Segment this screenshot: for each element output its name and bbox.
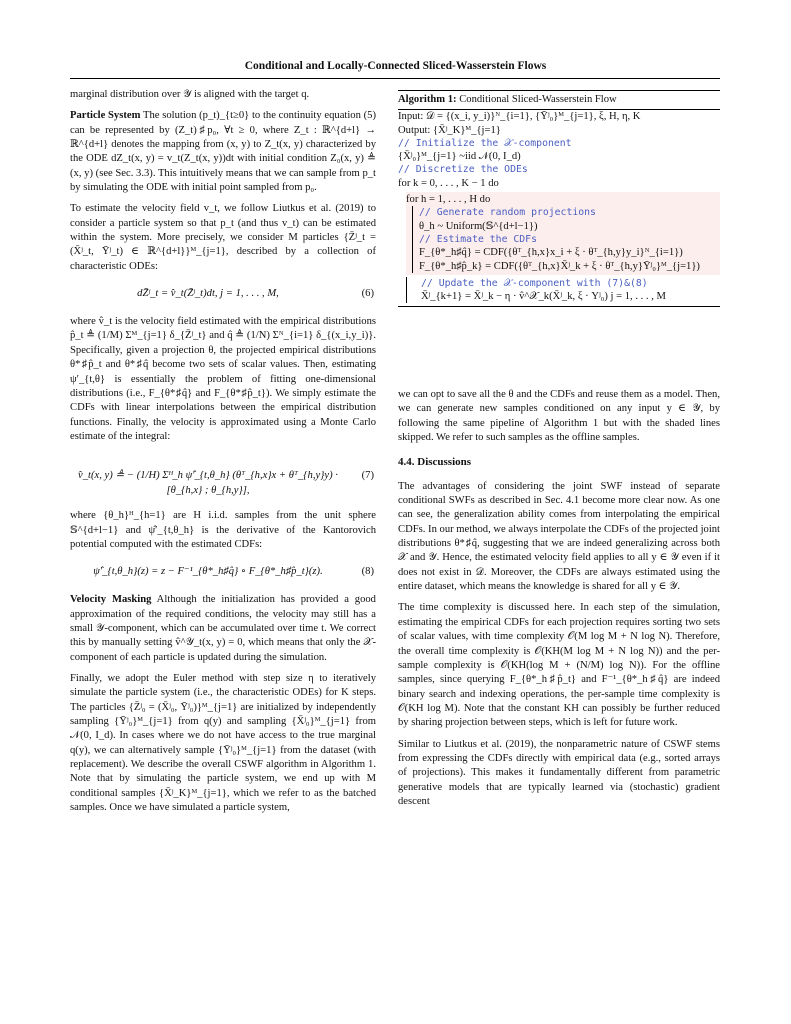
paragraph-velocity: To estimate the velocity field v_t, we follow Liutkus et al. (2019) to consider a particle system so that p_t (and thus v_t) can be estimated within the system. More precisely, we consider M particles {Z̄ʲ_t = (X̄ʲ_t, Ȳʲ_t) ∈ ℝ^{d+l}}ᴹ_{j=1}, described by a collection of characteristic ODEs: xyxy=(70,203,376,272)
algorithm-line-update: X̄ʲ_{k+1} = X̄ʲ_k − η · v̂^𝒳_k(X̄ʲ_k, ξ · Yʲ₀) j = 1, . . . , M xyxy=(421,291,666,303)
algorithm-comment-init: // Initialize the 𝒳-component xyxy=(398,137,572,149)
algorithm-name: Conditional Sliced-Wasserstein Flow xyxy=(459,94,617,105)
equation-8 xyxy=(70,559,376,587)
algorithm-update-block xyxy=(406,277,720,304)
algorithm-1 xyxy=(398,90,720,307)
paragraph-after-eq7: where {θ_h}ᴴ_{h=1} are H i.i.d. samples from the unit sphere 𝕊^{d+l−1} and ψ̂′_{t,θ_h} is the derivative of the Kantorovich potential computed with the estimated CDFs: xyxy=(70,510,376,550)
algorithm-line-for-h: for h = 1, . . . , H do xyxy=(406,194,491,206)
paragraph-euler: Finally, we adopt the Euler method with step size η to iteratively simulate the particle system (i.e., the characteristic ODEs) for K steps. The particles {Z̄ʲ₀ = (X̄ʲ₀, Ȳʲ₀)}ᴹ_{j=1} are initialized by independently sampling {Ȳʲ₀}ᴹ_{j=1} from q(y) and sampling {X̄ʲ₀}ᴹ_{j=1} from 𝒩(0, I_d). In cases where we do not have access to the true marginal q(y), we can alternatively sample {Ȳʲ₀}ᴹ_{j=1} from the dataset (with replacement). We describe the overall CSWF algorithm in Algorithm 1. Note that by simulating the particle system, we end up with M conditional samples {X̄ʲ_K}ᴹ_{j=1}, which we refer to as the batched samples. Once we have simulated a particle system, xyxy=(70,672,376,814)
velocity-masking-text: Although the initialization has provided a good approximation of the required conditions, the velocity may still has a small 𝒴-component, which can be accumulated over time t. We correct this by manually setting v̂^𝒴_t(x, y) = 0, which means that only the 𝒳-component of each particle is updated during the simulation. xyxy=(70,594,376,663)
right-column xyxy=(398,388,720,816)
equation-8-body: ψ̂′_{t,θ_h}(z) = z − F⁻¹_{θ*_h♯q̂} ∘ F_{θ*_h♯p̂_t}(z). xyxy=(93,566,323,578)
algorithm-label: Algorithm 1: xyxy=(398,94,457,105)
paragraph-velocity-masking xyxy=(70,593,376,665)
section-heading-discussions: 4.4. Discussions xyxy=(398,456,472,469)
header-rule xyxy=(70,78,720,79)
paragraph-nonparametric: Similar to Liutkus et al. (2019), the nonparametric nature of CSWF stems from expressing the CDFs directly with empirical data (e.g., sorted arrays of projections). This makes it fundamentally different from parametric generative models that are typically learned via (stochastic) gradient descent xyxy=(398,738,720,807)
algorithm-line-cdf-p: F_{θ*_h♯p̂_k} = CDF({θᵀ_{h,x}X̄ʲ_k + ξ · θᵀ_{h,y}Ȳʲ₀}ᴹ_{j=1}) xyxy=(419,260,700,272)
algorithm-input: Input: 𝒟 = {(x_i, y_i)}ᴺ_{i=1}, {Ȳʲ₀}ᴹ_{j=1}, ξ, H, η, K xyxy=(398,111,641,123)
paragraph-particle-system xyxy=(70,109,376,195)
algorithm-line-for-k: for k = 0, . . . , K − 1 do xyxy=(398,177,499,189)
algorithm-bottom-rule xyxy=(398,306,720,307)
algorithm-shaded-inner xyxy=(412,206,720,272)
algorithm-comment-update: // Update the 𝒳-component with (7)&(8) xyxy=(421,277,648,289)
algorithm-output: Output: {X̄ʲ_K}ᴹ_{j=1} xyxy=(398,124,501,136)
equation-6 xyxy=(70,281,376,309)
algorithm-comment-projections: // Generate random projections xyxy=(419,207,596,219)
equation-6-body: dZ̄ʲ_t = v̂_t(Z̄ʲ_t)dt, j = 1, . . . , M, xyxy=(137,288,279,300)
left-column xyxy=(70,88,376,822)
paragraph-velocity-estimate: where v̂_t is the velocity field estimated with the empirical distributions p̂_t ≜ (1/M) Σᴹ_{j=1} δ_{Z̄ʲ_t} and q̂ ≜ (1/N) Σᴺ_{i=1} δ_{(x_i,y_i)}. Specifically, given a projection θ, the projected empirical distributions θ*♯p̂_t and θ*♯q̂ become two sets of scalar values. Then, estimating ψ′_{t,θ} is essentially the problem of fitting one-dimensional distributions (i.e., F_{θ*♯q̂} and F_{θ*♯p̂_t}). We simply estimate the CDFs with linear interpolations between the empirical distribution functions. Finally, the velocity is approximated using a Monte Carlo estimate of the integral: xyxy=(70,316,376,442)
running-header: Conditional and Locally-Connected Sliced-Wasserstein Flows xyxy=(244,60,547,72)
algorithm-line-theta: θ_h ~ Uniform(𝕊^{d+l−1}) xyxy=(419,220,538,232)
equation-8-number: (8) xyxy=(361,566,374,578)
paragraph-intro: marginal distribution over 𝒴 is aligned with the target q. xyxy=(70,89,310,100)
algorithm-title xyxy=(398,91,720,110)
equation-7-number: (7) xyxy=(361,470,374,482)
algorithm-comment-discretize: // Discretize the ODEs xyxy=(398,164,528,176)
velocity-masking-heading: Velocity Masking xyxy=(70,594,152,606)
particle-system-text: The solution (p_t)_{t≥0} to the continuity equation (5) can be represented by (Z_t)♯p₀, ∀t ≥ 0, where Z_t : ℝ^{d+l} → ℝ^{d+l} denotes the mapping from (x, y) to Z_t(x, y) characterized by the ODE dZ_t(x, y) = v_t(Z_t(x, y))dt with initial condition Z₀(x, y) ≜ (x, y) (see Sec. 3.3). This intuitively means that we can sample from p_t by simulating the ODE with initial point sampled from p₀. xyxy=(70,110,376,194)
paragraph-advantages: The advantages of considering the joint SWF instead of separate conditional SWFs as described in Sec. 4.1 become more clear now. As one can see, the generalization ability comes from interpolating the empirical CDFs. In our method, we always interpolate the CDFs of the projected joint distributions θ*♯q̂, suggesting that we are indeed generalizing across both 𝒳 and 𝒴. Hence, the estimated velocity field applies to all y ∈ 𝒴 even if it does not exist in 𝒟. Moreover, the CDFs are always estimated using the entire dataset, which means the knowledge is shared for all y ∈ 𝒴. xyxy=(398,480,720,593)
algorithm-comment-cdfs: // Estimate the CDFs xyxy=(419,233,537,245)
equation-6-number: (6) xyxy=(361,288,374,300)
particle-system-heading: Particle System xyxy=(70,110,141,122)
paragraph-complexity: The time complexity is discussed here. In each step of the simulation, estimating the empirical CDFs for each projection requires sorting two sets of scalar values, with time complexity 𝒪(M log M + N log N). Therefore, the overall time complexity is 𝒪(KH(M log M + N log N)) and the per-sample complexity is 𝒪(KH(log M + (N/M) log N)). For the offline samples, since querying F_{θ*_h♯p̂_t} and F⁻¹_{θ*_h♯q̂} are indeed binary search and indexing operations, the per-sample time complexity is 𝒪(KH log M). Note that the constant KH can possibly be further reduced by sharing projection between steps, which is left for future work. xyxy=(398,602,720,729)
equation-7 xyxy=(70,451,376,503)
algorithm-line-cdf-q: F_{θ*_h♯q̂} = CDF({θᵀ_{h,x}x_i + ξ · θᵀ_{h,y}y_i}ᴺ_{i=1}) xyxy=(419,247,683,259)
algorithm-shaded-block xyxy=(406,192,720,275)
equation-7-body: v̂_t(x, y) ≜ − (1/H) Σᴴ_h ψ̂′_{t,θ_h} (θᵀ_{h,x}x + θᵀ_{h,y}y) · [θ_{h,x} ; θ_{h,y}], xyxy=(78,470,338,496)
algorithm-line-init: {X̄ʲ₀}ᴹ_{j=1} ~iid 𝒩(0, I_d) xyxy=(398,151,521,163)
paragraph-offline: we can opt to save all the θ and the CDFs and reuse them as a model. Then, we can generate new samples conditioned on any input y ∈ 𝒴, by following the same pipeline of Algorithm 1 but with the shaded lines skipped. We refer to such samples as the offline samples. xyxy=(398,389,720,444)
